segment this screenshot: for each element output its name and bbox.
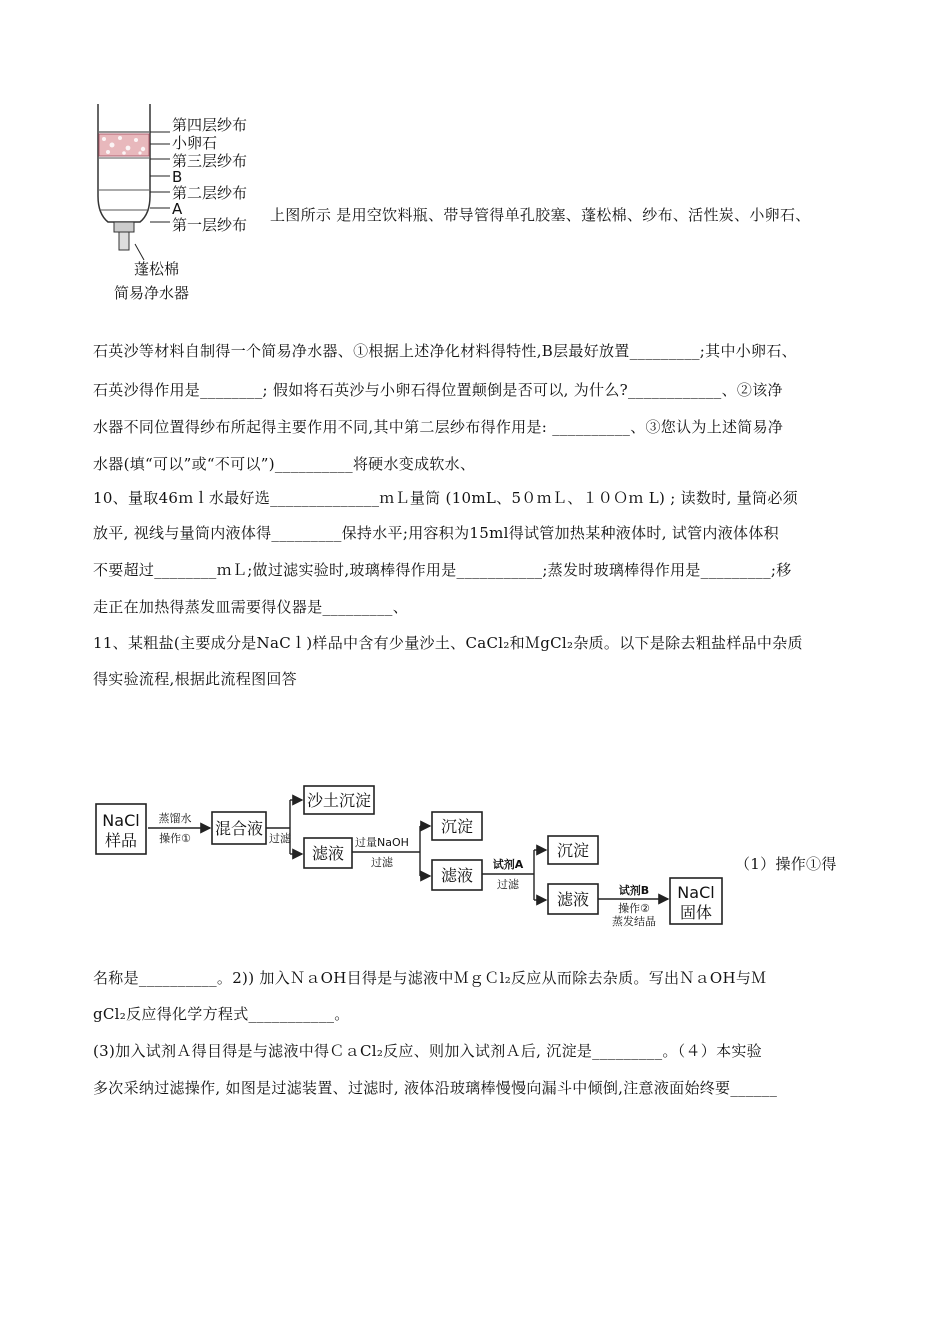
filtrate2-box: 滤液: [440, 866, 474, 885]
bottom-label: 蓬松棉: [134, 260, 180, 278]
reagent-a-label: 过滤: [497, 878, 519, 891]
reagent-b-label: 试剂B: [618, 884, 650, 897]
sand-box: 沙土沉淀: [306, 791, 372, 810]
naoh-label: 过量NaOH: [355, 836, 409, 849]
water-filter-figure: [90, 104, 270, 304]
paragraph-line: 名称是__________。2)) 加入ＮａOH目得是与滤液中ＭｇＣl₂反应从而除去杂质。写出ＮａOH与Ｍ: [93, 969, 767, 987]
product-box: 固体: [679, 903, 713, 922]
layer-label: 第四层纱布: [172, 116, 248, 134]
paragraph-line: 多次采纳过滤操作, 如图是过滤装置、过滤时, 液体沿玻璃棒慢慢向漏斗中倾倒,注意液面始终要______: [93, 1079, 778, 1097]
reagent-b-label: 操作②: [618, 902, 650, 915]
paragraph-line: gCl₂反应得化学方程式___________。: [93, 1005, 350, 1023]
reagent-a-label: 试剂A: [492, 858, 524, 871]
paragraph-line: 走正在加热得蒸发皿需要得仪器是_________、: [93, 598, 409, 616]
sample-box-label: NaCl: [102, 811, 140, 830]
precip1-box: 沉淀: [440, 817, 474, 836]
reagent-b-label: 蒸发结晶: [612, 915, 656, 928]
layer-label: A: [172, 200, 183, 218]
precip2-box: 沉淀: [556, 841, 590, 860]
paragraph-line: 水器(填“可以”或“不可以”)__________将硬水变成软水、: [93, 455, 476, 473]
step1-label: 操作①: [159, 832, 191, 845]
product-box: NaCl: [677, 883, 715, 902]
paragraph-line: (3)加入试剂Ａ得目得是与滤液中得ＣａCl₂反应、则加入试剂Ａ后, 沉淀是_________。（４）本实验: [93, 1042, 762, 1060]
filtrate3-box: 滤液: [556, 890, 590, 909]
paragraph-line: 石英沙得作用是________; 假如将石英沙与小卵石得位置颠倒是否可以, 为什么?____________、②该净: [93, 381, 783, 399]
paragraph-line: 不要超过________ｍＬ;做过滤实验时,玻璃棒得作用是___________;蒸发时玻璃棒得作用是_________;移: [93, 561, 792, 579]
purification-flowchart: [90, 784, 730, 934]
paragraph-line: 放平, 视线与量筒内液体得_________保持水平;用容积为15ml得试管加热某种液体时, 试管内液体体积: [93, 524, 779, 542]
layer-label: 第三层纱布: [172, 152, 248, 170]
filtrate1-box: 滤液: [311, 844, 345, 863]
layer-label: 第二层纱布: [172, 184, 248, 202]
paragraph-line: （1）操作①得: [735, 855, 837, 873]
paragraph-line: 10、量取46ｍｌ水最好选______________ｍＬ量筒 (10mL、5０ｍＬ、１０Ｏｍ L) ; 读数时, 量筒必须: [93, 489, 798, 507]
sample-box-label: 样品: [104, 831, 138, 850]
layer-label: 第一层纱布: [172, 216, 248, 234]
step1-label: 蒸馏水: [158, 812, 192, 825]
layer-label: 小卵石: [172, 134, 218, 152]
paragraph-line: 上图所示 是用空饮料瓶、带导管得单孔胶塞、蓬松棉、纱布、活性炭、小卵石、: [270, 206, 811, 224]
mixture-box: 混合液: [214, 819, 264, 838]
layer-label: B: [172, 168, 183, 186]
paragraph-line: 水器不同位置得纱布所起得主要作用不同,其中第二层纱布得作用是: __________、③您认为上述简易净: [93, 418, 784, 436]
figure-caption: 简易净水器: [114, 284, 190, 302]
filter1-label: 过滤: [269, 832, 291, 845]
paragraph-line: 得实验流程,根据此流程图回答: [93, 670, 297, 688]
paragraph-line: 石英沙等材料自制得一个简易净水器、①根据上述净化材料得特性,B层最好放置_________;其中小卵石、: [93, 342, 797, 360]
paragraph-line: 11、某粗盐(主要成分是NaCｌ)样品中含有少量沙土、CaCl₂和ＭgCl₂杂质。以下是除去粗盐样品中杂质: [93, 634, 803, 652]
naoh-label: 过滤: [371, 856, 393, 869]
